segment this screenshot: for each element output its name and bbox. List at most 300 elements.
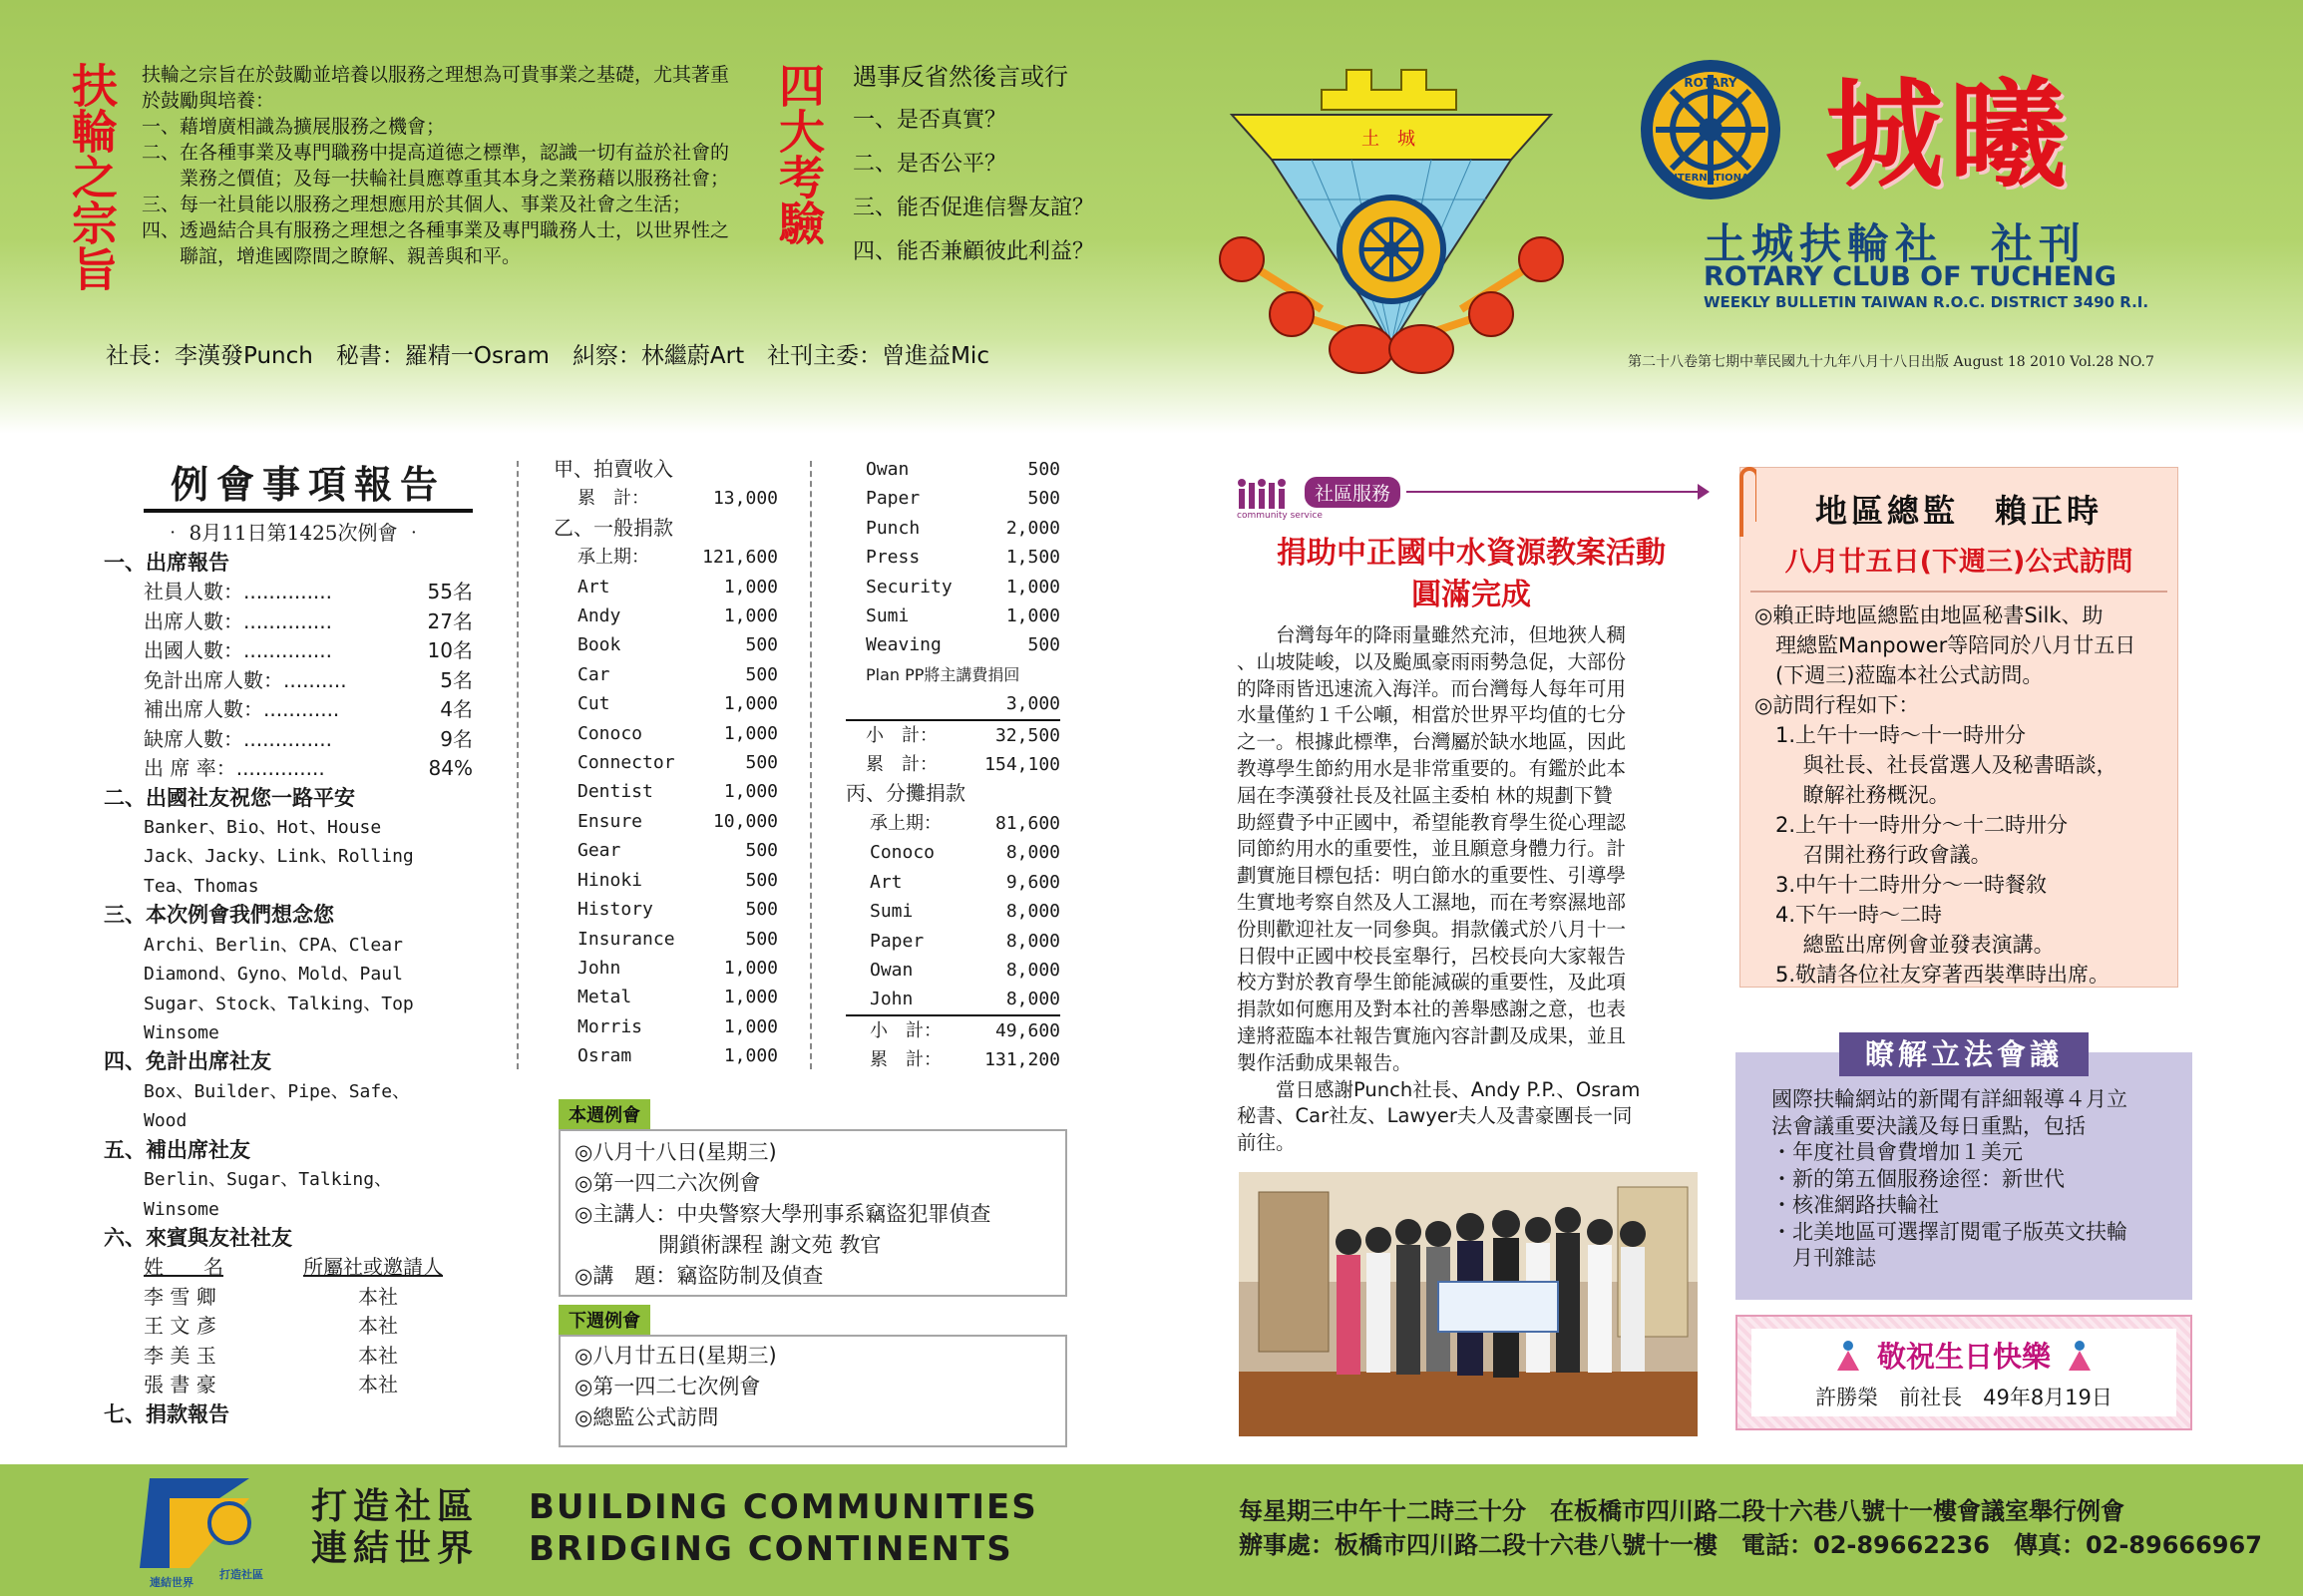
- donation-row: [577, 689, 778, 718]
- donation-amount: 1,000: [723, 693, 778, 715]
- guest-header-club: 所屬社或邀請人: [303, 1255, 443, 1280]
- donor-name: Owan: [870, 959, 914, 981]
- attendance-label: 出 席 率：..............: [144, 756, 325, 780]
- article-body: [1237, 622, 1706, 1157]
- donation-row: [577, 983, 778, 1011]
- donation-amount: 1,000: [723, 576, 778, 598]
- guest-club: 本社: [358, 1314, 398, 1339]
- article-title-line: 圓滿完成: [1411, 578, 1531, 612]
- attendance-row: [144, 754, 473, 784]
- donor-name: History: [577, 899, 653, 921]
- attendance-label: 免計出席人數：..........: [144, 667, 347, 692]
- donor-name: Conoco: [870, 842, 936, 864]
- four-test-title: 四大考驗: [772, 62, 826, 245]
- donation-amount: 1,000: [1005, 605, 1060, 627]
- donation-row: [866, 601, 1060, 630]
- guest-row: [144, 1283, 483, 1313]
- visit-line: ◎賴正時地區總監由地區秘書Silk、助: [1754, 603, 2104, 627]
- check-board-shape: [1438, 1282, 1558, 1332]
- travel-list: [104, 813, 483, 901]
- red-ball-shape: [1220, 237, 1264, 281]
- donation-row: [866, 514, 1060, 543]
- legislation-line: 月刊雜誌: [1771, 1246, 1876, 1270]
- meeting-line: ◎講 題：竊盜防制及偵查: [575, 1264, 824, 1288]
- donation-row: [577, 954, 778, 983]
- shared-subtotal-row: [846, 1014, 1060, 1045]
- theme-logo: [130, 1468, 269, 1588]
- donor-name: Andy: [577, 605, 621, 627]
- donation-amount: 1,000: [723, 605, 778, 627]
- mission-line: 三、每一社員能以服務之理想應用於其個人、事業及社會之生活；: [142, 194, 692, 215]
- member-line: Diamond、Gyno、Mold、Paul: [144, 964, 403, 986]
- subtotal-row: [846, 719, 1060, 750]
- donor-name: Art: [870, 871, 903, 893]
- mission-line: 二、在各種事業及專門職務中提高道德之標準，認識一切有益於社會的: [142, 142, 730, 164]
- donor-name: Insurance: [577, 928, 675, 950]
- article-line: 台灣每年的降雨量雖然充沛，但地狹人稠: [1237, 623, 1627, 646]
- legislation-body: [1735, 1076, 2192, 1272]
- donation-row: [577, 601, 778, 630]
- donation-row: [870, 897, 1060, 926]
- mission-line: 一、藉增廣相識為擴展服務之機會；: [142, 116, 446, 138]
- donation-amount: 8,000: [1005, 901, 1060, 923]
- club-subtitle: WEEKLY BULLETIN TAIWAN R.O.C. DISTRICT 3490 R.I.: [1704, 293, 2149, 311]
- birthday-header: [1751, 1335, 2176, 1376]
- guest-club: 本社: [358, 1343, 398, 1368]
- member-line: Sugar、Stock、Talking、Top: [144, 993, 414, 1014]
- total-value: 13,000: [712, 488, 778, 510]
- meeting-info: [1239, 1494, 2262, 1562]
- attendance-row: [144, 695, 473, 725]
- slogan-block: [311, 1486, 1038, 1570]
- donation-row: [577, 895, 778, 924]
- article-line: 教導學生節約用水是非常重要的。有鑑於此本: [1237, 756, 1627, 780]
- report-subtitle: ‧ 8月11日第1425次例會 ‧: [163, 521, 424, 545]
- donation-row: [577, 630, 778, 659]
- section-heading: 七、捐款報告: [104, 1401, 229, 1426]
- meeting-line: ◎第一四二七次例會: [575, 1375, 761, 1398]
- donation-amount: 9,600: [1005, 871, 1060, 893]
- mission-line: 於鼓勵與培養：: [142, 90, 275, 112]
- donor-name: Press: [866, 547, 921, 569]
- four-test-vertical-title: [771, 62, 827, 254]
- donation-row: [577, 925, 778, 954]
- header-band: [0, 0, 2303, 434]
- attendance-row: [144, 725, 473, 755]
- guest-header-name: 姓 名: [144, 1255, 223, 1280]
- this-week-tag: 本週例會: [559, 1099, 650, 1129]
- slogan-en: BRIDGING CONTINENTS: [529, 1529, 1013, 1569]
- contact-info: 辦事處：板橋市四川路二段十六巷八號十一樓 電話：02-89662236 傳真：02-89666967: [1239, 1531, 2262, 1559]
- meeting-schedule: 每星期三中午十二時三十分 在板橋市四川路二段十六巷八號十一樓會議室舉行例會: [1239, 1497, 2124, 1525]
- donation-row: [866, 455, 1060, 484]
- guest-club: 本社: [358, 1284, 398, 1309]
- legislation-line: 國際扶輪網站的新聞有詳細報導４月立: [1771, 1087, 2127, 1111]
- cumulative-value: 131,200: [984, 1049, 1060, 1071]
- article-line: 校方對於教育學生節能減碳的重要性，及此項: [1237, 971, 1627, 995]
- birthday-inner: [1751, 1329, 2176, 1416]
- slogan-zh: 打造社區: [311, 1486, 480, 1527]
- theme-logo-text: 連結世界: [150, 1576, 193, 1588]
- donation-amount: 8,000: [1005, 842, 1060, 864]
- donation-amount: 10,000: [712, 810, 778, 832]
- birthday-title: 敬祝生日快樂: [1876, 1340, 2051, 1374]
- donations-column-a: [554, 455, 778, 1071]
- red-ball-shape: [1270, 292, 1314, 336]
- shared-prev-row: [846, 809, 1060, 838]
- slogan-row: [311, 1528, 1038, 1570]
- member-line: Box、Builder、Pipe、Safe、: [144, 1080, 411, 1102]
- legislation-line: ・新的第五個服務途徑：新世代: [1771, 1166, 2065, 1191]
- article-line: 日假中正國中校長室舉行，呂校長向大家報告: [1237, 944, 1627, 968]
- article-line: 秘書、Car社友、Lawyer夫人及書豪團長一同: [1237, 1104, 1633, 1128]
- subtotal-value: 32,500: [994, 724, 1060, 746]
- guest-name: 李 美 玉: [144, 1343, 216, 1368]
- four-test-item: 二、是否公平？: [853, 152, 1007, 177]
- donation-row: [866, 543, 1060, 572]
- donation-amount: 1,000: [723, 1015, 778, 1037]
- visit-line: 理總監Manpower等陪同於八月廿五日: [1754, 633, 2136, 657]
- visit-subtitle: 八月廿五日(下週三)公式訪問: [1784, 547, 2133, 578]
- section-heading: 四、免計出席社友: [104, 1049, 271, 1074]
- visit-line: 4.下午一時～二時: [1754, 903, 1943, 927]
- visit-line: 2.上午十一時卅分～十二時卅分: [1754, 813, 2069, 837]
- donation-amount: 500: [745, 840, 778, 862]
- article-line: 之一。根據此標準，台灣屬於缺水地區，因此: [1237, 730, 1627, 754]
- article-line: 前往。: [1237, 1131, 1296, 1155]
- subtotal-value: 49,600: [994, 1019, 1060, 1041]
- section-heading: 五、補出席社友: [104, 1137, 250, 1162]
- rotary-logo-bottom-text: INTERNATIONAL: [1665, 173, 1756, 184]
- visit-line: 召開社務行政會議。: [1754, 843, 1992, 867]
- guest-table: [104, 1253, 483, 1400]
- visit-line: (下週三)蒞臨本社公式訪問。: [1754, 663, 2044, 687]
- rotary-international-logo: [1636, 55, 1785, 204]
- attendance-value: 84%: [428, 756, 473, 780]
- guest-club: 本社: [358, 1373, 398, 1397]
- legislation-line: ・核准網路扶輪社: [1771, 1193, 1939, 1217]
- club-name-zh: 土城扶輪社 社刊: [1704, 219, 2088, 268]
- article-line: 製作活動成果報告。: [1237, 1050, 1412, 1074]
- birthday-entry: 許勝榮 前社長 49年8月19日: [1815, 1386, 2112, 1409]
- donation-list: [554, 573, 778, 1071]
- governor-visit-box: [1739, 467, 2178, 988]
- masthead-title: 城曦: [1825, 65, 2074, 203]
- donation-row: [577, 660, 778, 689]
- article-line: 劃實施目標包括：明白節水的重要性、引導學: [1237, 864, 1627, 888]
- attendance-list: [104, 578, 473, 784]
- article-line: 當日感謝Punch社長、Andy P.P.、Osram: [1237, 1077, 1641, 1101]
- cumulative-value: 154,100: [984, 754, 1060, 776]
- donation-row: [866, 573, 1060, 601]
- club-name-en: ROTARY CLUB OF TUCHENG: [1704, 261, 2116, 292]
- mission-line: 四、透過結合具有服務之理想之各種事業及專門職務人士，以世界性之: [142, 219, 730, 241]
- donation-row: [577, 1012, 778, 1041]
- donation-row: [577, 866, 778, 895]
- donation-row: [870, 838, 1060, 867]
- officers-line: 社長：李漢發Punch 秘書：羅精一Osram 糾察：林繼蔚Art 社刊主委：曾進益Mic: [106, 343, 989, 369]
- donation-amount: 1,000: [723, 1045, 778, 1067]
- donation-amount: 8,000: [1005, 989, 1060, 1010]
- donor-name: John: [577, 957, 621, 979]
- guest-row: [144, 1371, 483, 1400]
- tucheng-emblem: [1202, 60, 1581, 379]
- legislation-line: ・北美地區可選擇訂閱電子版英文扶輪: [1771, 1219, 2127, 1244]
- visit-line: 與社長、社長當選人及秘書晤談，: [1754, 753, 2117, 777]
- donor-name: Morris: [577, 1015, 643, 1037]
- article-section-header: [1237, 469, 1706, 515]
- rotary-logo-top-text: ROTARY: [1684, 76, 1737, 90]
- four-test-item: 四、能否兼顧彼此利益？: [853, 239, 1095, 264]
- section-heading: 六、來賓與友社社友: [104, 1225, 292, 1250]
- member-line: Archi、Berlin、CPA、Clear: [144, 934, 403, 956]
- red-ball-shape: [1469, 292, 1513, 336]
- donation-amount: 1,000: [723, 781, 778, 803]
- article-line: 捐款如何應用及對本社的善舉感謝之意，也表: [1237, 998, 1627, 1021]
- member-line: Wood: [144, 1110, 188, 1132]
- cs-label: community service: [1237, 511, 1323, 521]
- donation-row: [577, 1041, 778, 1070]
- attendance-value: 4名: [440, 697, 473, 721]
- meeting-line: ◎八月廿五日(星期三): [575, 1344, 777, 1368]
- section-heading: 三、本次例會我們想念您: [104, 903, 334, 928]
- arrow-right-icon: [1698, 484, 1710, 500]
- donor-name: Security: [866, 576, 953, 598]
- general-title: 乙、一般捐款: [554, 515, 673, 540]
- cumulative-row: [846, 750, 1060, 779]
- donor-name: Punch: [866, 517, 921, 539]
- total-label: 累 計：: [577, 488, 649, 510]
- donation-ceremony-photo: [1239, 1172, 1698, 1436]
- meeting-line: ◎第一四二六次例會: [575, 1171, 761, 1195]
- donation-amount: 500: [745, 928, 778, 950]
- legislation-line: ・年度社員會費增加１美元: [1771, 1140, 2023, 1164]
- section-rule: [1406, 491, 1706, 493]
- guest-row: [144, 1312, 483, 1342]
- donation-amount: 500: [745, 869, 778, 891]
- this-week-section: [559, 1099, 1067, 1297]
- community-service-icon: [1237, 469, 1299, 515]
- mission-line: 業務之價值；及每一扶輪社員應尊重其本身之業務藉以服務社會；: [142, 168, 730, 190]
- subtotal-label: 小 計：: [870, 1019, 942, 1041]
- donation-row: [577, 807, 778, 836]
- mission-text: [142, 62, 770, 269]
- donor-name: Book: [577, 634, 621, 656]
- member-line: Berlin、Sugar、Talking、: [144, 1169, 393, 1191]
- subtotal-label: 小 計：: [866, 724, 938, 746]
- four-test-heading: 遇事反省然後言或行: [853, 63, 1068, 91]
- visit-line: 5.敬請各位社友穿著西裝準時出席。: [1754, 963, 2111, 987]
- member-line: Tea、Thomas: [144, 875, 259, 897]
- column-divider: [517, 461, 519, 1069]
- emblem-label: 土 城: [1361, 129, 1415, 150]
- theme-logo-text: 打造社區: [219, 1568, 263, 1581]
- prev-label: 承上期：: [577, 547, 649, 569]
- attendance-value: 10名: [427, 638, 473, 662]
- guest-name: 李 雪 卿: [144, 1284, 216, 1309]
- donation-amount: 500: [745, 663, 778, 685]
- column-divider: [810, 461, 812, 1069]
- donation-row: [577, 748, 778, 777]
- article-line: 生實地考察自然及人工濕地，而在考察濕地部: [1237, 890, 1627, 914]
- attendance-label: 缺席人數：..............: [144, 726, 333, 751]
- visit-line: ◎訪問行程如下：: [1754, 693, 1920, 717]
- legislation-box: [1735, 1037, 2192, 1300]
- article-line: 達將蒞臨本社報告實施內容計劃及成果，並且: [1237, 1023, 1627, 1047]
- footer-band: [0, 1464, 2303, 1596]
- donation-list: [846, 838, 1060, 1013]
- visit-line: 瞭解社務概況。: [1754, 783, 1950, 807]
- attendance-label: 出國人數：..............: [144, 638, 333, 662]
- issue-info: 第二十八卷第七期中華民國九十九年八月十八日出版 August 18 2010 Vol.28 NO.7: [1628, 354, 2154, 370]
- donor-name: Ensure: [577, 810, 643, 832]
- mission-line: 聯誼，增進國際間之瞭解、親善與和平。: [142, 245, 522, 267]
- donation-amount: 500: [1027, 634, 1060, 656]
- donor-name: Paper: [870, 930, 925, 952]
- visit-divider: [1750, 591, 2167, 593]
- donation-amount: 500: [1027, 488, 1060, 510]
- attendance-label: 補出席人數：............: [144, 697, 340, 721]
- paper-clip-icon: [1727, 462, 1756, 542]
- dancing-figure-icon: [2063, 1339, 2097, 1373]
- cumulative-label: 累 計：: [870, 1049, 942, 1071]
- donor-name: Owan: [866, 459, 910, 480]
- member-line: Winsome: [144, 1021, 219, 1043]
- attendance-row: [144, 578, 473, 607]
- donation-row: [577, 573, 778, 601]
- section-heading: 一、出席報告: [104, 550, 229, 575]
- donor-name: John: [870, 989, 914, 1010]
- section-heading: 二、出國社友祝您一路平安: [104, 785, 355, 810]
- plan-amount: 3,000: [1005, 693, 1060, 715]
- dancing-figure-icon: [1831, 1339, 1865, 1373]
- donation-row: [866, 484, 1060, 513]
- red-ball-shape: [1519, 237, 1563, 281]
- attendance-row: [144, 607, 473, 637]
- guest-row: [144, 1342, 483, 1372]
- donation-amount: 500: [1027, 459, 1060, 480]
- donor-name: Connector: [577, 752, 675, 774]
- attendance-label: 出席人數：..............: [144, 608, 333, 633]
- donation-amount: 8,000: [1005, 959, 1060, 981]
- meeting-line: ◎八月十八日(星期三): [575, 1140, 777, 1164]
- donation-amount: 1,000: [723, 987, 778, 1008]
- donation-row: [866, 630, 1060, 659]
- shared-title: 丙、分攤捐款: [846, 781, 965, 806]
- visit-body: [1740, 600, 2177, 990]
- shared-cumulative-row: [846, 1045, 1060, 1074]
- slogan-row: [311, 1486, 1038, 1528]
- guest-table-header: [144, 1253, 483, 1283]
- donor-name: Dentist: [577, 781, 653, 803]
- meeting-line: 開鎖術課程 謝文苑 教官: [575, 1233, 882, 1257]
- general-prev-row: [554, 543, 778, 572]
- prev-value: 121,600: [702, 547, 778, 569]
- article-line: 的降雨皆迅速流入海洋。而台灣每人每年可用: [1237, 676, 1627, 700]
- red-ball-shape: [1330, 325, 1393, 373]
- prev-label: 承上期：: [870, 812, 942, 834]
- attendance-row: [144, 666, 473, 696]
- next-week-tag: 下週例會: [559, 1305, 650, 1335]
- donor-name: Cut: [577, 693, 610, 715]
- donation-list: [846, 455, 1060, 660]
- auction-total-row: [554, 484, 778, 513]
- member-line: Banker、Bio、Hot、House: [144, 817, 382, 838]
- article-line: 同節約用水的重要性，並且願意身體力行。計: [1237, 837, 1627, 861]
- report-title: 例會事項報告: [144, 454, 473, 513]
- section-tag: 社區服務: [1305, 477, 1400, 508]
- donor-name: Art: [577, 576, 610, 598]
- donation-row: [577, 836, 778, 865]
- donor-name: Weaving: [866, 634, 942, 656]
- this-week-box: [559, 1129, 1067, 1297]
- donation-row: [870, 868, 1060, 897]
- next-week-section: [559, 1305, 1067, 1447]
- article-title-line: 捐助中正國中水資源教案活動: [1277, 536, 1666, 571]
- donation-row: [577, 777, 778, 806]
- donation-row: [870, 956, 1060, 985]
- next-week-box: [559, 1335, 1067, 1447]
- donation-row: [577, 719, 778, 748]
- donor-name: Metal: [577, 987, 632, 1008]
- mission-vertical-title: [64, 62, 120, 300]
- attendance-value: 5名: [440, 667, 473, 692]
- four-test-item: 三、能否促進信譽友誼？: [853, 196, 1095, 220]
- donation-amount: 1,500: [1005, 547, 1060, 569]
- donor-name: Sumi: [866, 605, 910, 627]
- donor-name: Paper: [866, 488, 921, 510]
- donor-name: Conoco: [577, 722, 643, 744]
- guest-name: 王 文 彥: [144, 1314, 216, 1339]
- donation-row: [870, 985, 1060, 1013]
- visit-line: 總監出席例會並發表演講。: [1754, 933, 2055, 957]
- article-line: 、山坡陡峻，以及颱風豪雨雨勢急促，大部份: [1237, 649, 1627, 673]
- mission-line: 扶輪之宗旨在於鼓勵並培養以服務之理想為可貴事業之基礎，尤其著重: [142, 64, 730, 86]
- donor-name: Sumi: [870, 901, 914, 923]
- donation-amount: 1,000: [1005, 576, 1060, 598]
- donation-amount: 500: [745, 752, 778, 774]
- legislation-line: 法會議重要決議及每日重點，包括: [1771, 1113, 2086, 1138]
- article-line: 屆在李漢發社長及社區主委柏 林的規劃下贊: [1237, 783, 1613, 807]
- visit-title: 地區總監 賴正時: [1814, 492, 2103, 530]
- legislation-title: 瞭解立法會議: [1839, 1032, 2089, 1076]
- attendance-value: 9名: [440, 726, 473, 751]
- attendance-label: 社員人數：..............: [144, 580, 333, 603]
- attendance-value: 27名: [427, 608, 473, 633]
- exempt-list: [104, 1077, 483, 1136]
- article-line: 水量僅約１千公噸，相當於世界平均值的七分: [1237, 703, 1627, 727]
- birthday-box: [1735, 1315, 2192, 1430]
- donor-name: Gear: [577, 840, 621, 862]
- auction-title: 甲、拍賣收入: [554, 457, 673, 481]
- visit-line: 1.上午十一時～十一時卅分: [1754, 723, 2027, 747]
- prev-value: 81,600: [994, 812, 1060, 834]
- donations-column-b: [846, 455, 1060, 1075]
- makeup-list: [104, 1165, 483, 1224]
- donation-amount: 8,000: [1005, 930, 1060, 952]
- donor-name: Osram: [577, 1045, 632, 1067]
- donor-name: Car: [577, 663, 610, 685]
- missed-list: [104, 931, 483, 1048]
- donor-name: Hinoki: [577, 869, 643, 891]
- four-test-list: [853, 62, 1152, 281]
- mission-title: 扶輪之宗旨: [65, 62, 119, 291]
- donation-amount: 500: [745, 634, 778, 656]
- article-line: 助經費予中正國中，希望能教育學生從心理認: [1237, 810, 1627, 834]
- member-line: Winsome: [144, 1198, 219, 1220]
- red-ball-shape: [1389, 325, 1453, 373]
- attendance-row: [144, 636, 473, 666]
